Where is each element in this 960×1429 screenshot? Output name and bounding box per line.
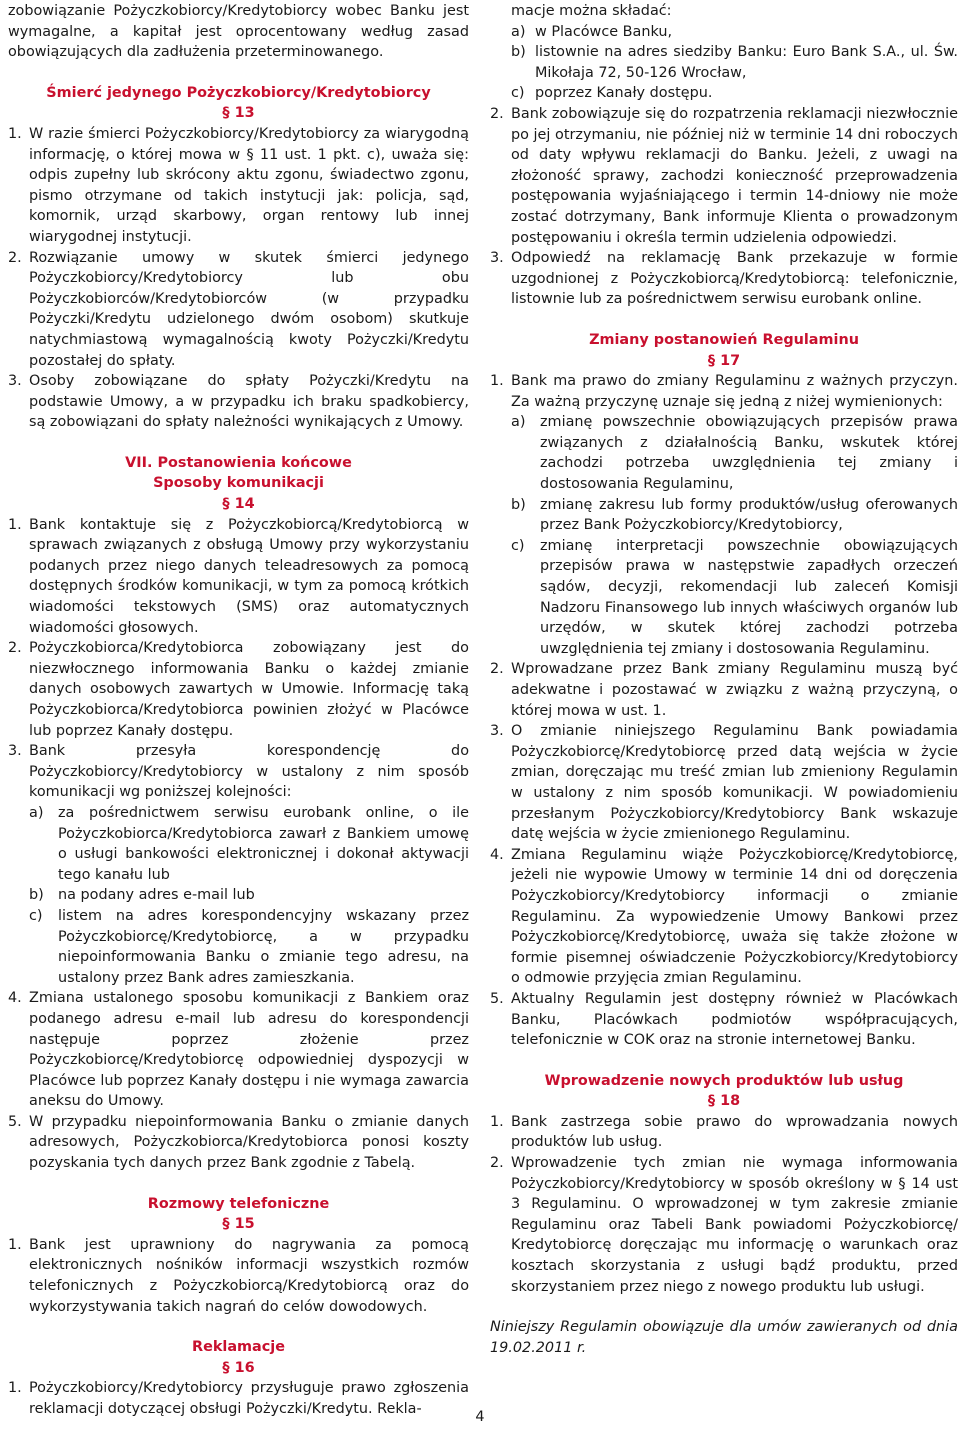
sub-letter: a): [511, 23, 526, 40]
item-text: Bank jest uprawniony do nagrywania za pomocą elektronicznych nośników informacji wszystkich rozmów telefonicznych z Pożyczkobiorcą/Kredytobiorcą oraz do wykorzystywania takich nagrań do celów dowodowych.: [29, 1236, 469, 1315]
s13-item-2: [8, 248, 469, 372]
item-number: 2.: [490, 105, 504, 122]
section-18-number: § 18: [707, 1093, 741, 1110]
item-text: macje można składać:: [511, 3, 672, 19]
item-number: 1.: [8, 516, 22, 533]
sub-text: poprzez Kanały dostępu.: [535, 85, 713, 102]
item-number: 1.: [8, 125, 22, 142]
sub-text: listownie na adres siedziby Banku: Euro Bank S.A., ul. Św. Mikołaja 72, 50-126 Wrocław,: [535, 44, 958, 81]
section-16-number: § 16: [222, 1359, 255, 1376]
intro-paragraph: zobowiązanie Pożyczkobiorcy/Kredytobiorcy wobec Banku jest wymagalne, a kapitał jest oprocentowany według zasad obowiązujących dla zadłużenia przeterminowanego.: [8, 3, 469, 61]
s18-item-1: [490, 1112, 958, 1153]
s14-item-1: [8, 515, 469, 639]
s16-sub-a: [511, 22, 958, 43]
s14-item-4: [8, 988, 469, 1112]
sub-letter: b): [29, 887, 44, 904]
item-number: 3.: [490, 723, 504, 740]
sub-text: za pośrednictwem serwisu eurobank online, o ile Pożyczkobiorca/Kredytobiorca zawarł z Bankiem umowę o usługi bankowości elektronicznej i dokonał aktywacji tego kanału lub: [58, 804, 469, 883]
item-number: 3.: [8, 373, 22, 390]
s17-sub-c: [511, 536, 958, 660]
s16-item-3: [490, 248, 958, 310]
item-text: Zmiana ustalonego sposobu komunikacji z Bankiem oraz podanego adresu e-mail lub adresu do korespondencji następuje poprzez złożenie przez Pożyczkobiorcę/Kredytobiorcę odpowiedniej dyspozycji w Placówce lub poprzez Kanały dostępu i nie wymaga zawarcia aneksu do Umowy.: [29, 990, 469, 1110]
s17-sub-a: [511, 412, 958, 494]
section-18-title: Wprowadzenie nowych produktów lub usług: [544, 1072, 904, 1089]
s13-item-3: [8, 371, 469, 433]
sub-letter: c): [511, 537, 525, 554]
section-17-number: § 17: [707, 352, 741, 369]
chapter-7-subtitle: Sposoby komunikacji: [153, 475, 324, 492]
section-15-number: § 15: [222, 1216, 255, 1233]
item-number: 4.: [8, 990, 22, 1007]
item-number: 3.: [8, 743, 22, 760]
item-text: Osoby zobowiązane do spłaty Pożyczki/Kredytu na podstawie Umowy, a w przypadku ich braku spadkobiercy, są zobowiązani do spłaty należności wynikających z Umowy.: [29, 373, 469, 431]
item-text: O zmianie niniejszego Regulaminu Bank powiadamia Pożyczkobiorcę/Kredytobiorcę przed datą wejścia w życie zmian, doręczając mu treść zmian lub zmieniony Regulamin w ustalony z nim sposób komunikacji. W powiadomieniu przesłanym Pożyczkobiorcy/Kredytobiorcy Bank wskazuje datę wejścia w życie zmienionego Regulaminu.: [511, 723, 958, 843]
section-15-title: Rozmowy telefoniczne: [147, 1195, 330, 1212]
section-16-title: Reklamacje: [192, 1339, 285, 1356]
s17-sub-b: [511, 495, 958, 536]
sub-letter: a): [29, 804, 44, 821]
item-number: 4.: [490, 846, 504, 863]
s17-item-5: [490, 989, 958, 1051]
s14-item-3-sub-a: [29, 803, 469, 885]
s14-item-3-sub-b: [29, 885, 469, 906]
item-text: Odpowiedź na reklamację Bank przekazuje w formie uzgodnionej z Pożyczkobiorcą/Kredytobiorcą: telefonicznie, listownie lub za pośrednictwem serwisu eurobank online.: [511, 250, 958, 308]
item-number: 1.: [8, 1236, 22, 1253]
item-number: 1.: [490, 1113, 504, 1130]
section-17-title: Zmiany postanowień Regulaminu: [589, 331, 859, 348]
s14-item-3: [8, 741, 469, 988]
s13-item-1: [8, 124, 469, 248]
s16-item-1-continued: [490, 1, 958, 104]
item-number: 2.: [8, 249, 22, 266]
section-14-number: § 14: [222, 496, 255, 513]
right-column: [490, 0, 958, 1358]
s18-item-2: [490, 1153, 958, 1297]
sub-letter: b): [511, 44, 526, 61]
section-17-heading: [490, 330, 958, 371]
sub-text: na podany adres e-mail lub: [58, 887, 255, 904]
item-text: Pożyczkobiorca/Kredytobiorca zobowiązany jest do niezwłocznego informowania Banku o każdej zmianie danych osobowych zawartych w Umowie. Informację taką Pożyczkobiorca/Kredytobiorca powinien złożyć w Placówce lub poprzez Kanały dostępu.: [29, 640, 469, 739]
sub-text: zmianę zakresu lub formy produktów/usług oferowanych przez Bank Pożyczkobiorcy/Kredytobiorcy,: [540, 496, 958, 534]
item-text: Bank ma prawo do zmiany Regulaminu z ważnych przyczyn. Za ważną przyczynę uznaje się jedną z niżej wymienionych:: [511, 373, 958, 410]
section-13-title: Śmierć jedynego Pożyczkobiorcy/Kredytobiorcy: [46, 84, 431, 101]
s16-sub-b: [511, 42, 958, 83]
s14-item-3-sub-c: [29, 906, 469, 988]
item-text: Zmiana Regulaminu wiąże Pożyczkobiorcę/Kredytobiorcę, jeżeli nie wypowie Umowy w terminie 14 dni od doręczenia Pożyczkobiorcy/Kredytobiorcy informacji o zmianie Regulaminu. Za wypowiedzenie Umowy Bankowi przez Pożyczkobiorcę/Kredytobiorcę, uważa się także złożone w formie pisemnej oświadczenie Pożyczkobiorcy/Kredytobiorcy o odmowie przyjęcia zmian Regulaminu.: [511, 846, 958, 987]
sub-text: zmianę interpretacji powszechnie obowiązujących przepisów prawa w następstwie zapadłych orzeczeń sądów, decyzji, rekomendacji lub zaleceń Komisji Nadzoru Finansowego lub innych właściwych organów lub urzędów, w skutek której zachodzi potrzeba uwzględnienia tej zmiany i dostosowania Regulaminu.: [540, 537, 958, 657]
chapter-7-heading: [8, 453, 469, 515]
item-text: Bank zobowiązuje się do rozpatrzenia reklamacji niezwłocznie po jej otrzymaniu, nie później niż w terminie 14 dni roboczych od daty wpływu reklamacji do Banku. Jeżeli, z uwagi na złożoność sprawy, zachodzi konieczność przeprowadzenia postępowania wyjaśniającego i termin 14-dniowy nie może zostać dotrzymany, Bank informuje Klienta o prowadzonym postępowaniu i określa termin udzielenia odpowiedzi.: [511, 105, 958, 246]
s14-item-2: [8, 638, 469, 741]
left-column: [8, 0, 469, 1420]
s17-item-4: [490, 845, 958, 989]
item-text: Rozwiązanie umowy w skutek śmierci jedynego Pożyczkobiorcy/Kredytobiorcy lub obu Pożyczkobiorców/Kredytobiorców (w przypadku Pożyczki/Kredytu udzielonego dwóm osobom) skutkuje natychmiastową wymagalnością kwoty Pożyczki/Kredytu pozostałej do spłaty.: [29, 249, 469, 369]
sub-text: w Placówce Banku,: [535, 23, 673, 40]
item-number: 5.: [490, 990, 504, 1007]
item-text: Aktualny Regulamin jest dostępny również w Placówkach Banku, Placówkach podmiotów współpracujących, telefonicznie w COK oraz na stronie internetowej Banku.: [511, 990, 958, 1049]
item-text: W razie śmierci Pożyczkobiorcy/Kredytobiorcy za wiarygodną informację, o której mowa w § 11 ust. 1 pkt. c), uważa się: odpis zupełny lub skrócony aktu zgonu, świadectwo zgonu, pismo otrzymane od takich instytucji jak: policja, sąd, komornik, urząd skarbowy, organ rentowy lub innej wiarygodnej instytucji.: [29, 125, 469, 245]
item-number: 2.: [8, 640, 22, 657]
sub-letter: c): [29, 907, 43, 924]
item-text: Wprowadzane przez Bank zmiany Regulaminu muszą być adekwatne i pozostawać w związku z ważną przyczyną, o której mowa w ust. 1.: [511, 661, 958, 719]
s16-item-2: [490, 104, 958, 248]
sub-text: zmianę powszechnie obowiązujących przepisów prawa związanych z działalnością Banku, wskutek której zachodzi potrzeba uwzględnienia tej zmiany i dostosowania Regulaminu,: [540, 414, 958, 493]
s14-item-5: [8, 1112, 469, 1174]
item-text: Pożyczkobiorcy/Kredytobiorcy przysługuje prawo zgłoszenia reklamacji dotyczącej obsługi Pożyczki/Kredytu. Rekla-: [29, 1380, 469, 1417]
s17-item-1: [490, 371, 958, 659]
page-number: 4: [475, 1409, 485, 1425]
section-13-heading: [8, 83, 469, 124]
item-number: 2.: [490, 1155, 504, 1172]
item-number: 1.: [490, 373, 504, 390]
sub-letter: c): [511, 85, 525, 102]
s16-sub-c: [511, 83, 958, 104]
item-number: 1.: [8, 1380, 22, 1397]
item-number: 3.: [490, 250, 504, 267]
section-13-number: § 13: [222, 105, 255, 122]
sub-text: listem na adres korespondencyjny wskazany przez Pożyczkobiorcę/Kredytobiorcę, a w przypadku niepoinformowania Banku o zmianie tego adresu, na ustalony przez Bank adres zamieszkania.: [58, 907, 469, 986]
item-text: Bank przesyła korespondencję do Pożyczkobiorcy/Kredytobiorcy w ustalony z nim sposób komunikacji wg poniższej kolejności:: [29, 743, 469, 801]
item-text: Bank zastrzega sobie prawo do wprowadzania nowych produktów lub usług.: [511, 1113, 958, 1151]
closing-statement: Niniejszy Regulamin obowiązuje dla umów zawieranych od dnia 19.02.2011 r.: [490, 1319, 958, 1356]
item-number: 5.: [8, 1113, 22, 1130]
s17-item-3: [490, 721, 958, 845]
section-16-heading: [8, 1337, 469, 1378]
s17-item-2: [490, 659, 958, 721]
s15-item-1: [8, 1235, 469, 1317]
sub-letter: b): [511, 496, 526, 513]
item-text: Bank kontaktuje się z Pożyczkobiorcą/Kredytobiorcą w sprawach związanych z obsługą Umowy przy wykorzystaniu podanych przez niego danych teleadresowych za pomocą dostępnych środków komunikacji, w tym za pomocą krótkich wiadomości tekstowych (SMS) oraz automatycznych wiadomości głosowych.: [29, 516, 469, 636]
section-15-heading: [8, 1194, 469, 1235]
sub-letter: a): [511, 414, 526, 431]
section-18-heading: [490, 1071, 958, 1112]
chapter-7-title: VII. Postanowienia końcowe: [125, 454, 352, 471]
item-number: 2.: [490, 661, 504, 678]
item-text: Wprowadzenie tych zmian nie wymaga informowania Pożyczkobiorcy/Kredytobiorcy w sposób określony w § 14 ust 3 Regulaminu. O wprowadzonej w tym zakresie zmianie Regulaminu oraz Tabeli Bank powiadomi Pożyczkobiorcę/ Kredytobiorcę doręczając mu informację o warunkach oraz kosztach skorzystania z usługi bądź produktu, przed skorzystaniem przez niego z nowego produktu lub usługi.: [511, 1155, 958, 1295]
item-text: W przypadku niepoinformowania Banku o zmianie danych adresowych, Pożyczkobiorca/Kredytobiorca ponosi koszty pozyskania tych danych przez Bank zgodnie z Tabelą.: [29, 1113, 469, 1172]
